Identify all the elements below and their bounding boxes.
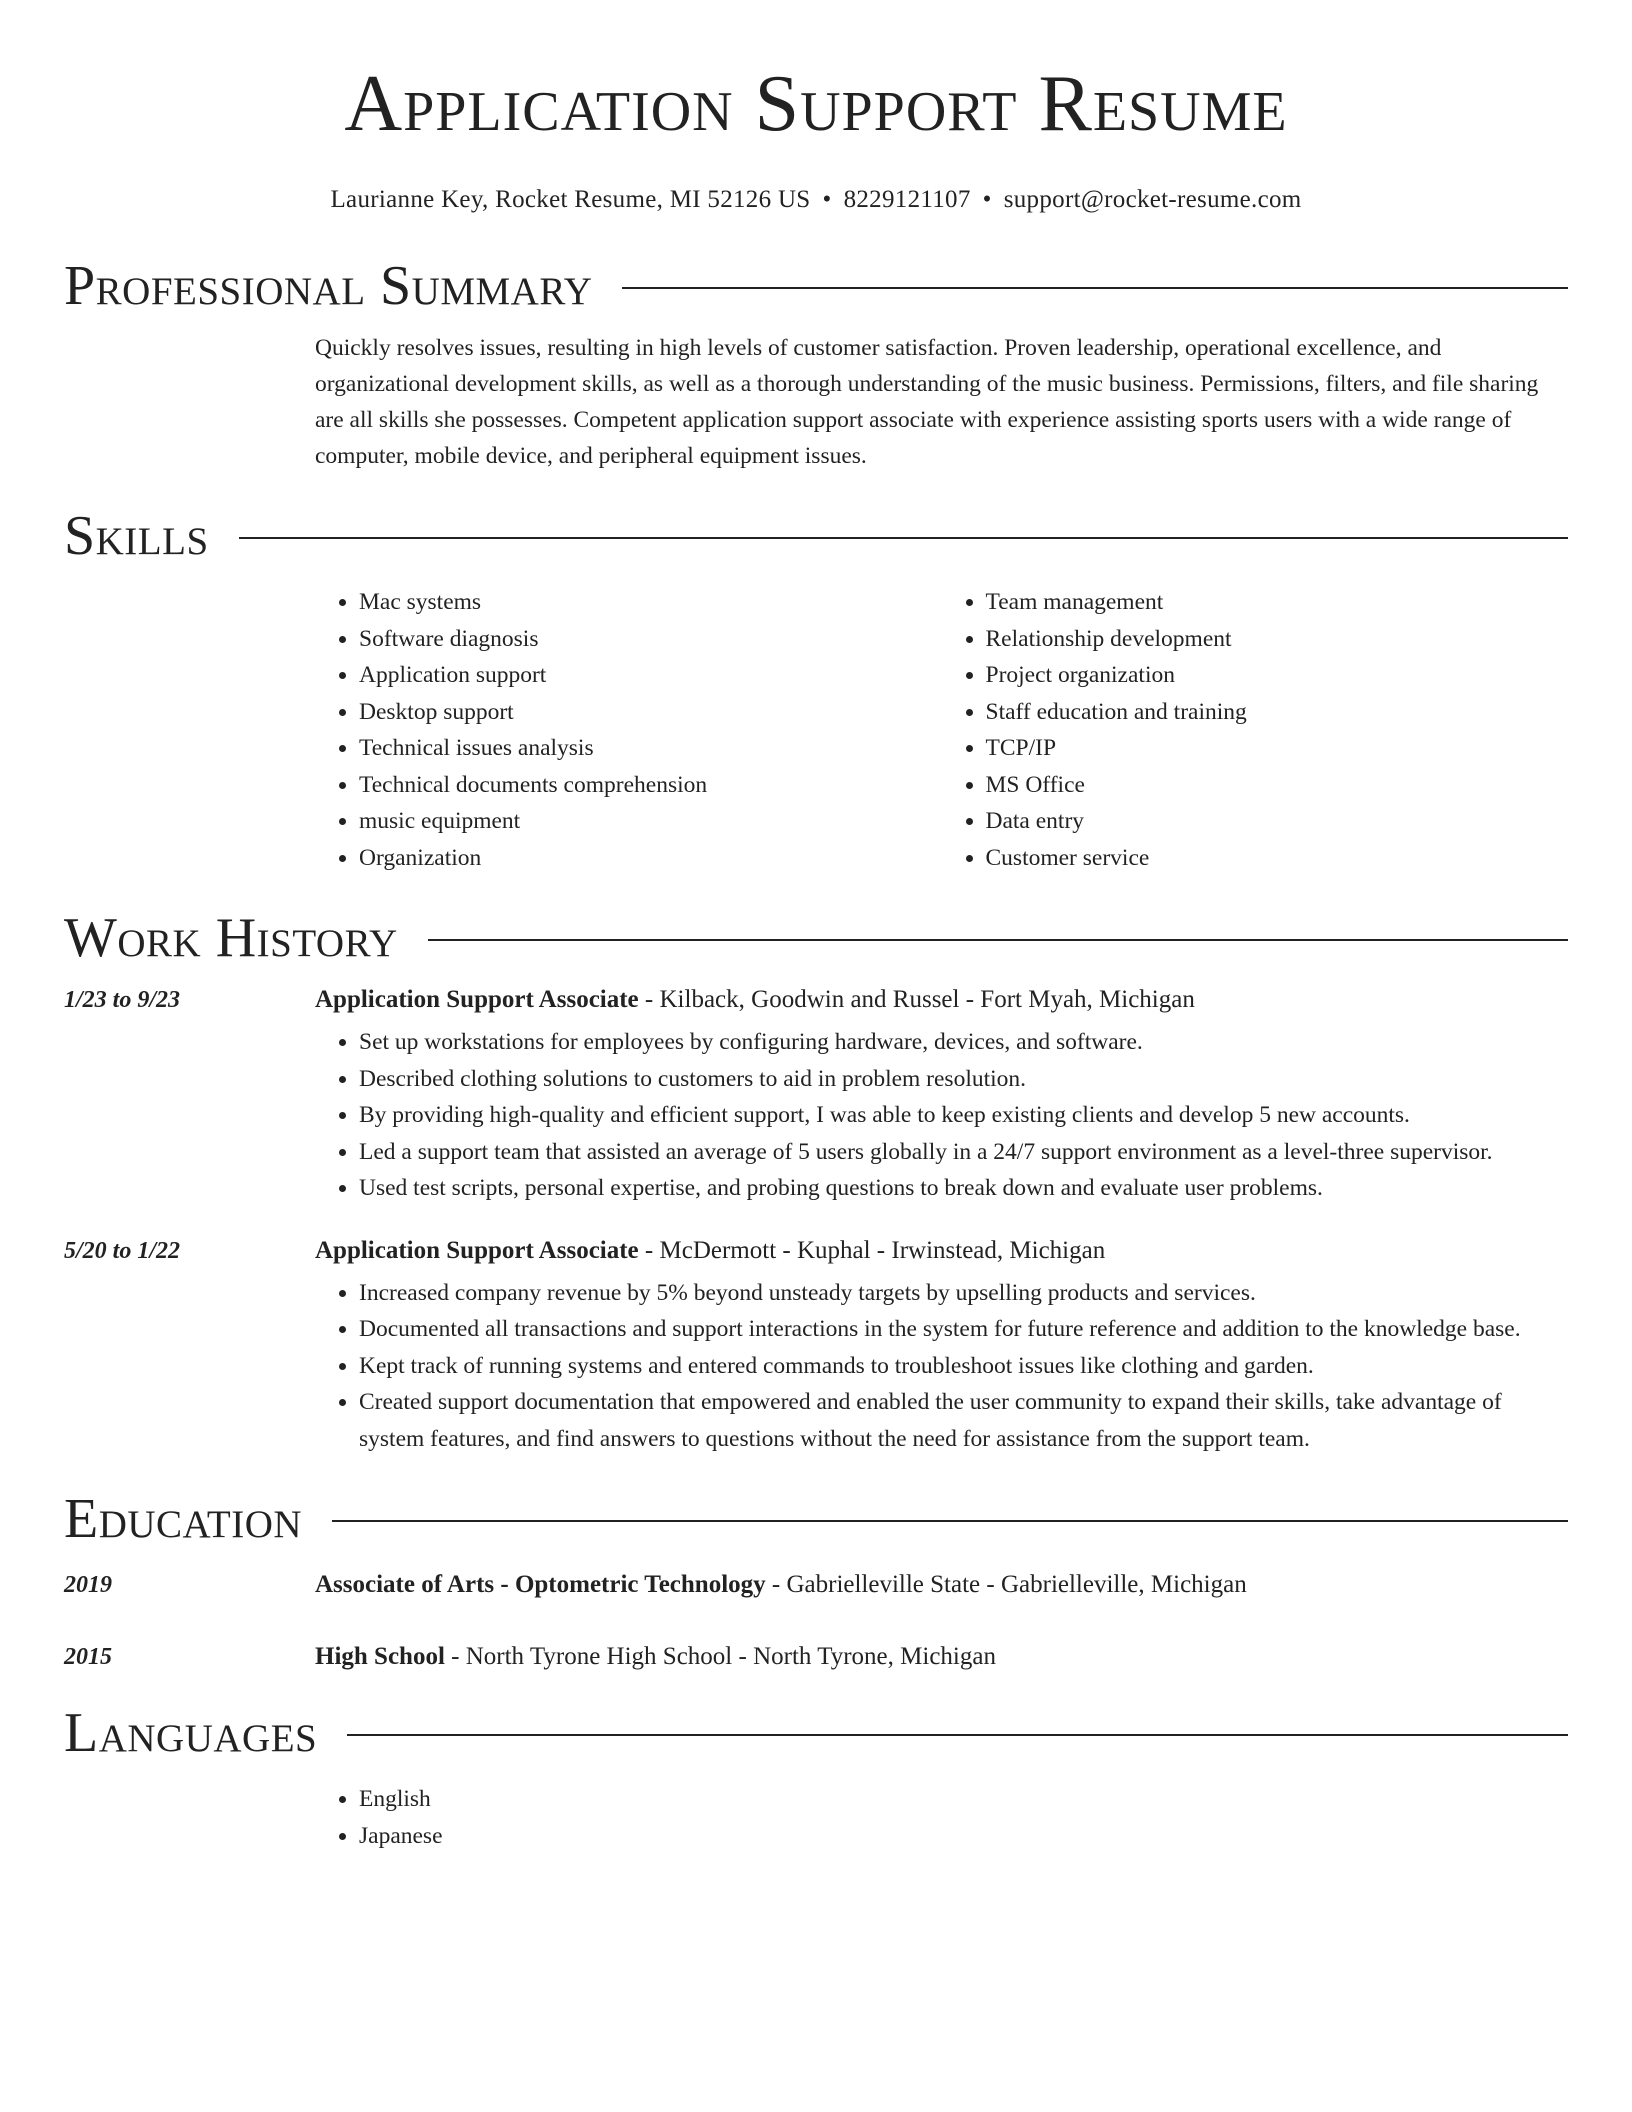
- languages-heading: Languages: [64, 1702, 318, 1764]
- skill-item: • music equipment: [359, 803, 942, 840]
- skill-item: • Mac systems: [359, 584, 942, 621]
- education-line: [315, 1643, 996, 1671]
- job-title-line: [315, 1237, 1105, 1265]
- language-item: • Japanese: [359, 1818, 1568, 1855]
- education-heading: Education: [64, 1488, 303, 1550]
- skills-heading: Skills: [64, 505, 209, 567]
- skills-columns: [315, 584, 1568, 876]
- language-item: • English: [359, 1781, 1568, 1818]
- summary-heading: Professional Summary: [64, 255, 593, 317]
- contact-email: support@rocket-resume.com: [1003, 186, 1302, 213]
- job-bullets: [315, 1024, 1568, 1207]
- job-title: Application Support Associate: [315, 1236, 639, 1264]
- skill-item: • Team management: [986, 584, 1569, 621]
- job-dates: 5/20 to 1/22: [64, 1237, 181, 1264]
- job-header: [64, 1237, 1568, 1265]
- job-bullet: • Used test scripts, personal expertise, and probing questions to break down and evaluate user problems.: [359, 1170, 1568, 1207]
- skill-item: • Project organization: [986, 657, 1569, 694]
- job-title-line: [315, 986, 1195, 1014]
- work-section-header: [64, 904, 1568, 972]
- job-bullet: • Described clothing solutions to customers to aid in problem resolution.: [359, 1061, 1568, 1098]
- section-divider: [428, 939, 1568, 941]
- job-entry: [64, 1237, 1568, 1458]
- skill-item: • Desktop support: [359, 694, 942, 731]
- job-bullet: • By providing high-quality and efficient support, I was able to keep existing clients and develop 5 new accounts.: [359, 1097, 1568, 1134]
- summary-text: Quickly resolves issues, resulting in high levels of customer satisfaction. Proven leadership, operational excellence, and organizational development skills, as well as a thorough understanding of the music business. Permissions, filters, and file sharing are all skills she possesses. Competent application support associate with experience assisting sports users with a wide range of computer, mobile device, and peripheral equipment issues.: [315, 335, 1539, 469]
- skills-list-right: [942, 584, 1569, 876]
- contact-address: Laurianne Key, Rocket Resume, MI 52126 US: [330, 186, 811, 213]
- job-bullet: • Created support documentation that empowered and enabled the user community to expand their skills, take advantage of system features, and find answers to questions without the need for assistance from the support team.: [359, 1384, 1568, 1457]
- education-degree: Associate of Arts - Optometric Technology: [315, 1571, 766, 1598]
- contact-phone: 8229121107: [843, 186, 971, 213]
- education-details: - North Tyrone High School - North Tyrone, Michigan: [444, 1643, 996, 1670]
- education-entry: [64, 1643, 1568, 1671]
- skill-item: • Customer service: [986, 840, 1569, 877]
- skill-item: • Application support: [359, 657, 942, 694]
- skill-item: • TCP/IP: [986, 730, 1569, 767]
- languages-section-header: [64, 1699, 1568, 1767]
- job-bullet: • Set up workstations for employees by configuring hardware, devices, and software.: [359, 1024, 1568, 1061]
- work-heading: Work History: [64, 907, 398, 969]
- job-entry: [64, 986, 1568, 1207]
- education-degree: High School: [315, 1643, 445, 1670]
- skill-item: • MS Office: [986, 767, 1569, 804]
- job-dates: 1/23 to 9/23: [64, 987, 181, 1013]
- skill-item: • Data entry: [986, 803, 1569, 840]
- education-section-header: [64, 1485, 1568, 1553]
- skills-list-left: [315, 584, 942, 876]
- contact-separator: •: [822, 186, 832, 213]
- job-details: - McDermott - Kuphal - Irwinstead, Michigan: [638, 1236, 1106, 1264]
- skill-item: • Technical issues analysis: [359, 730, 942, 767]
- section-divider: [239, 537, 1568, 539]
- education-entry: [64, 1571, 1568, 1599]
- skill-item: • Organization: [359, 840, 942, 877]
- education-details: - Gabrielleville State - Gabrielleville, Michigan: [765, 1571, 1247, 1598]
- skill-item: • Technical documents comprehension: [359, 767, 942, 804]
- skills-section-header: [64, 502, 1568, 570]
- section-divider: [332, 1520, 1568, 1522]
- contact-line: [64, 186, 1568, 214]
- skill-item: • Relationship development: [986, 621, 1569, 658]
- education-year: 2015: [64, 1644, 112, 1670]
- job-bullets: [315, 1275, 1568, 1458]
- job-bullet: • Documented all transactions and support interactions in the system for future reference and addition to the knowledge base.: [359, 1311, 1568, 1348]
- section-divider: [622, 287, 1568, 289]
- resume-title: Application Support Resume: [344, 60, 1288, 148]
- job-bullet: • Led a support team that assisted an average of 5 users globally in a 24/7 support environment as a level-three supervisor.: [359, 1134, 1568, 1171]
- education-year: 2019: [64, 1572, 112, 1598]
- contact-separator: •: [982, 186, 992, 213]
- job-details: - Kilback, Goodwin and Russel - Fort Myah, Michigan: [638, 986, 1195, 1013]
- job-header: [64, 986, 1568, 1014]
- section-divider: [347, 1734, 1568, 1736]
- languages-list: [315, 1781, 1568, 1854]
- summary-section-header: [64, 252, 1568, 320]
- job-bullet: • Increased company revenue by 5% beyond unsteady targets by upselling products and services.: [359, 1275, 1568, 1312]
- skill-item: • Software diagnosis: [359, 621, 942, 658]
- education-line: [315, 1571, 1247, 1599]
- skill-item: • Staff education and training: [986, 694, 1569, 731]
- job-title: Application Support Associate: [315, 986, 639, 1013]
- job-bullet: • Kept track of running systems and entered commands to troubleshoot issues like clothing and garden.: [359, 1348, 1568, 1385]
